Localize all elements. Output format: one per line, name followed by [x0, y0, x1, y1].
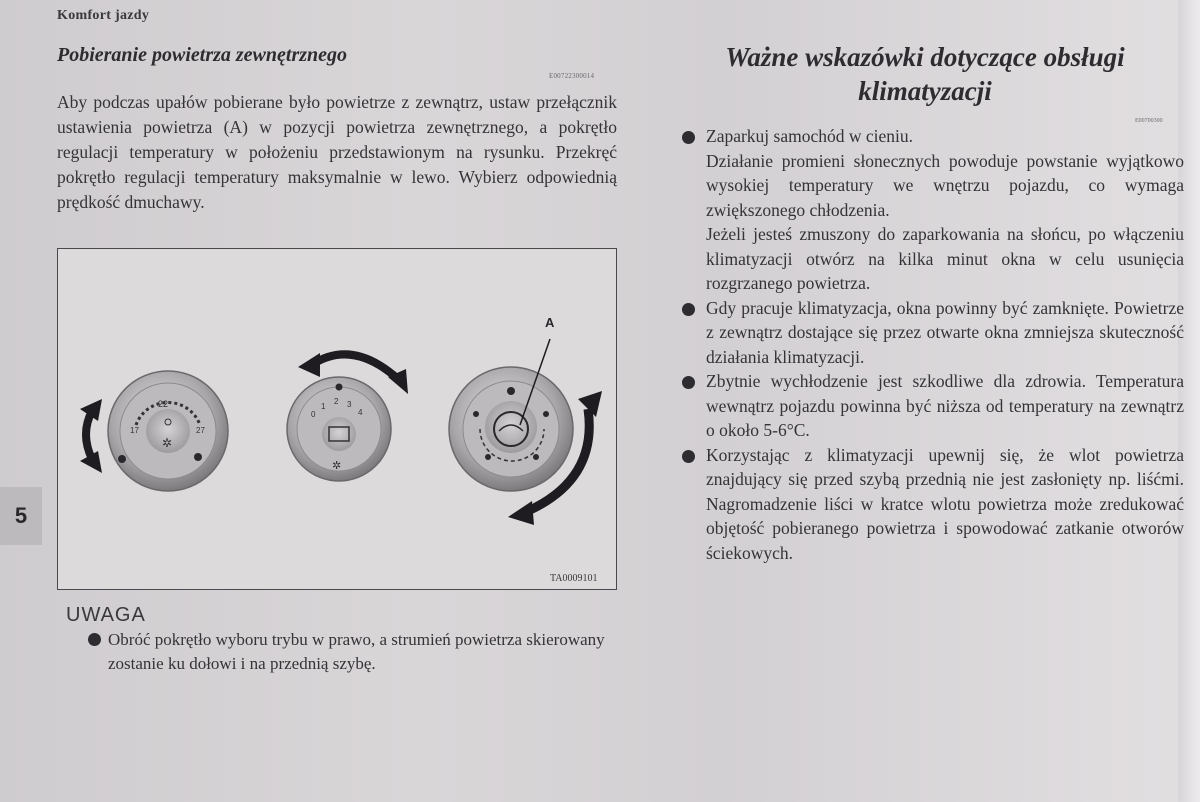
svg-text:4: 4 [358, 408, 363, 417]
tip-lead: Zaparkuj samochód w cieniu. [706, 126, 914, 146]
fan-speed-dial [287, 377, 391, 481]
control-panel-illustration [58, 249, 615, 588]
mode-dial [449, 367, 573, 491]
svg-text:3: 3 [347, 400, 352, 409]
tip-item [706, 296, 1184, 370]
right-title-line-1: Ważne wskazówki dotyczące obsługi [725, 42, 1125, 72]
right-section-title [700, 40, 1150, 108]
running-header: Komfort jazdy [57, 8, 150, 23]
svg-text:27: 27 [196, 426, 205, 435]
right-section-code: E00700300 [1135, 118, 1163, 124]
svg-text:1: 1 [321, 402, 326, 411]
figure-code: TA0009101 [550, 573, 598, 584]
tip-paragraph: Działanie promieni słonecznych powoduje powstanie wyjątkowo wysokiej temperatury we wnętrzu pojazdu, co wymaga zwiększonego chłodzenia. [706, 150, 1184, 220]
tip-item [706, 443, 1184, 566]
svg-text:✲: ✲ [162, 436, 173, 450]
note-title: UWAGA [66, 604, 146, 626]
svg-text:0: 0 [311, 410, 316, 419]
tip-paragraph: Jeżeli jesteś zmuszony do zaparkowania na słońcu, po włączeniu klimatyzacji otwórz na kilka minut okna w celu usunięcia rozgrzanego powietrza. [706, 224, 1184, 293]
svg-text:2: 2 [334, 397, 339, 406]
right-title-line-2: klimatyzacji [858, 76, 992, 106]
tips-list [706, 124, 1184, 565]
intro-paragraph: Aby podczas upałów pobierane było powietrze z zewnątrz, ustaw przełącznik ustawienia powietrza (A) w pozycji powietrza zewnętrznego, a pokrętło regulacji temperatury w położeniu przedstawionym na rysunku. Przekręć pokrętło regulacji temperatury maksymalnie w lewo. Wybierz odpowiednią prędkość dmuchawy. [57, 92, 617, 212]
tip-bullet [682, 131, 695, 144]
page-number: 5 [14, 503, 28, 528]
page-number-tab [0, 487, 42, 545]
svg-text:22: 22 [158, 399, 169, 409]
tip-lead: Gdy pracuje klimatyzacja, okna powinny być zamknięte. Powietrze z zewnątrz dostające się przez otwarte okna zmniejsza skuteczność działania klimatyzacji. [706, 297, 1184, 367]
tip-bullet [682, 303, 695, 316]
climate-control-figure [57, 248, 617, 590]
svg-text:17: 17 [130, 426, 139, 435]
label-a: A [545, 315, 555, 330]
temperature-dial [108, 371, 228, 491]
tip-item [706, 124, 1184, 296]
tip-bullet [682, 376, 695, 389]
note-item: Obróć pokrętło wyboru trybu w prawo, a strumień powietrza skierowany zostanie ku dołowi i na przednią szybę. [108, 630, 605, 673]
tip-lead: Zbytnie wychłodzenie jest szkodliwe dla zdrowia. Temperatura wewnątrz pojazdu powinna być niższa od temperatury na zewnątrz o około 5-6°C. [706, 371, 1184, 440]
section-title: Pobieranie powietrza zewnętrznego [57, 44, 348, 66]
note-bullet [88, 633, 101, 646]
section-code: E00722300014 [549, 72, 595, 80]
tip-bullet [682, 450, 695, 463]
tip-item [706, 369, 1184, 443]
rotate-arrow-left [80, 399, 102, 473]
tip-lead: Korzystając z klimatyzacji upewnij się, że wlot powietrza znajdujący się przed szybą przednią nie jest zasłonięty np. liśćmi. Nagromadzenie liści w kratce wlotu powietrza może zredukować objętość pobieranego powietrza i spowodować zatkanie otworów ściekowych. [706, 444, 1184, 563]
svg-text:✲: ✲ [332, 460, 342, 472]
